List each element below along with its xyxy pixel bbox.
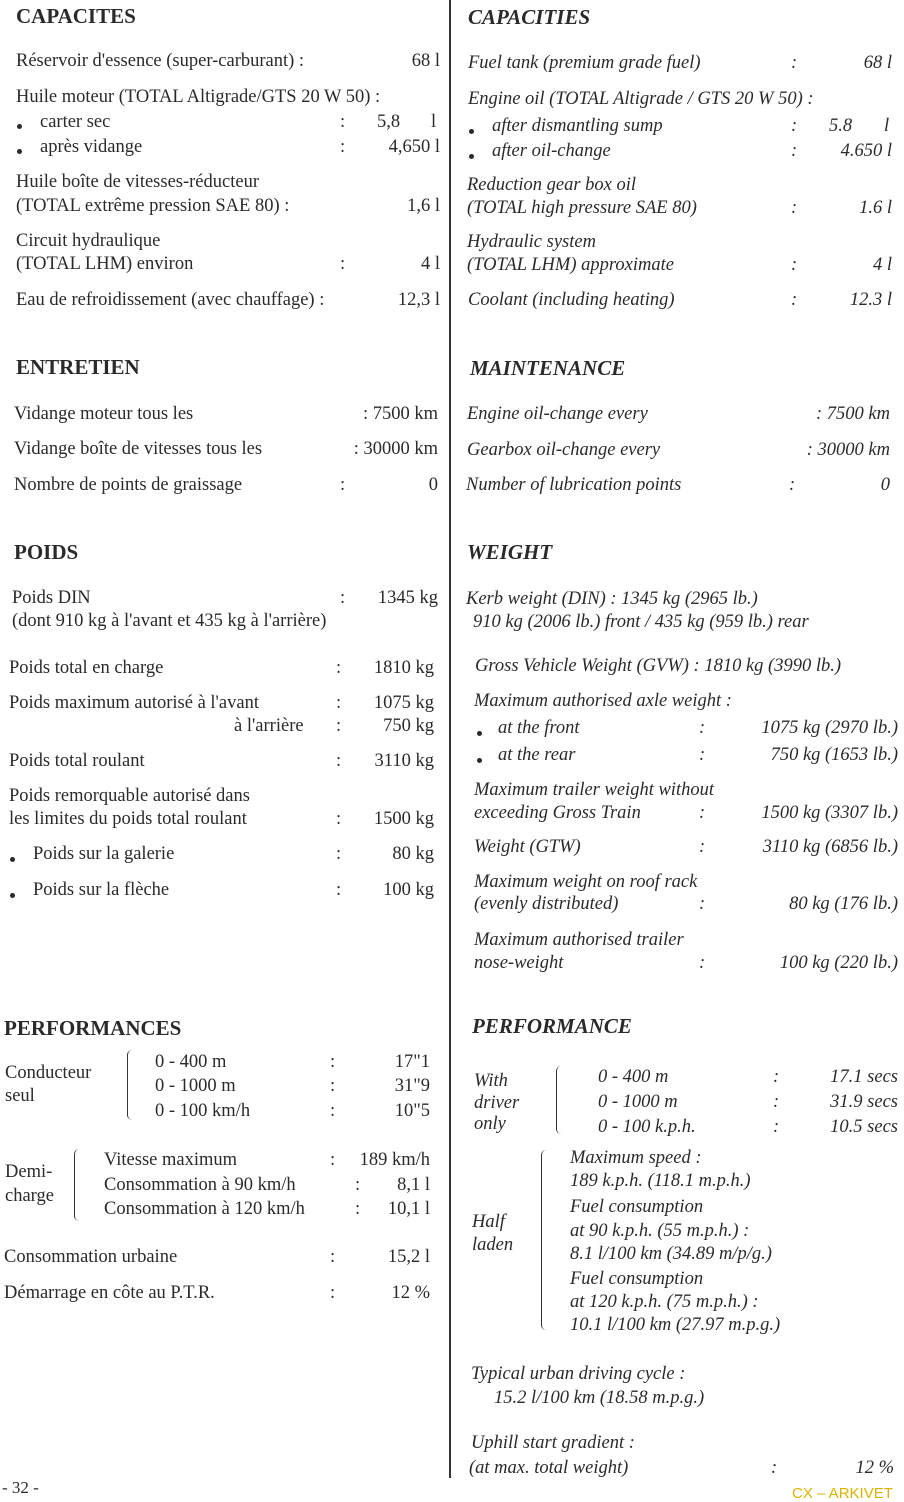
en-nose-sep: :	[699, 953, 706, 973]
fr-tow-label-1: Poids remorquable autorisé dans	[9, 786, 250, 806]
en-nose-label-1: Maximum authorised trailer	[474, 930, 684, 950]
en-front-sep: :	[699, 718, 706, 738]
en-speed-line-1: Maximum speed :	[570, 1148, 702, 1168]
fr-total-label: Poids total en charge	[9, 658, 164, 678]
fr-poids-heading: POIDS	[14, 540, 79, 564]
fr-dry-unit: l	[431, 112, 437, 132]
en-cool-value: 12.3 l	[849, 290, 892, 310]
fr-p2-value: 31"9	[394, 1076, 430, 1096]
en-gear-sep: :	[791, 198, 798, 218]
en-roof-label-2: (evenly distributed)	[474, 894, 619, 914]
brace-icon	[541, 1150, 549, 1330]
fr-h3-value: 10,1 l	[387, 1199, 430, 1219]
fr-gear-label-1: Huile boîte de vitesses-réducteur	[16, 172, 259, 192]
en-c90-line-2: at 90 k.p.h. (55 m.p.h.) :	[570, 1221, 750, 1241]
en-fuel-value: 68 l	[863, 53, 892, 73]
en-p3-label: 0 - 100 k.p.h.	[598, 1117, 696, 1137]
en-hill-value: 12 %	[855, 1458, 894, 1478]
en-c120-line-2: at 120 k.p.h. (75 m.p.h.) :	[570, 1292, 759, 1312]
en-fuel-sep: :	[791, 53, 798, 73]
fr-dry-label: carter sec	[40, 112, 111, 132]
bullet-icon	[477, 731, 482, 736]
page-number: - 32 -	[2, 1478, 39, 1497]
en-change-value: 4.650 l	[840, 141, 892, 161]
fr-p1-value: 17"1	[394, 1052, 430, 1072]
en-sump-label: after dismantling sump	[492, 116, 663, 136]
en-lube-label: Number of lubrication points	[466, 475, 682, 495]
fr-dry-value: 5,8	[377, 112, 401, 132]
fr-p2-label: 0 - 1000 m	[155, 1076, 236, 1096]
fr-oilchange-label: Vidange moteur tous les	[14, 404, 194, 424]
fr-max-label: Poids maximum autorisé à l'avant	[9, 693, 259, 713]
column-divider	[449, 0, 451, 1478]
fr-half-label-2: charge	[5, 1186, 54, 1206]
en-trailer-label-2: exceeding Gross Train	[474, 803, 641, 823]
en-capacities-heading: CAPACITIES	[468, 5, 591, 29]
fr-tow-label-2: les limites du poids total roulant	[9, 809, 247, 829]
en-gtw-value: 3110 kg (6856 lb.)	[762, 837, 898, 857]
fr-gear-label-2: (TOTAL extrême pression SAE 80) :	[16, 196, 290, 216]
en-hyd-label-2: (TOTAL LHM) approximate	[467, 255, 674, 275]
fr-cool-value: 12,3 l	[397, 290, 440, 310]
fr-roof-sep: :	[336, 844, 342, 864]
en-oilchange-label: Engine oil-change every	[467, 404, 648, 424]
en-oil-label: Engine oil (TOTAL Altigrade / GTS 20 W 50) :	[468, 89, 814, 109]
en-driver-label-2: driver	[474, 1093, 520, 1113]
fr-hyd-sep: :	[340, 254, 346, 274]
en-front-value: 1075 kg (2970 lb.)	[761, 718, 898, 738]
en-hill-line-1: Uphill start gradient :	[471, 1433, 635, 1453]
en-gear-label-2: (TOTAL high pressure SAE 80)	[467, 198, 697, 218]
brace-icon	[127, 1050, 136, 1120]
fr-p2-sep: :	[330, 1076, 336, 1096]
fr-fuel-value: 68 l	[411, 51, 440, 71]
en-hill-sep: :	[771, 1458, 778, 1478]
en-gvw: Gross Vehicle Weight (GVW) : 1810 kg (3990 lb.)	[475, 656, 841, 676]
fr-h2-sep: :	[355, 1175, 361, 1195]
fr-drain-sep: :	[340, 137, 346, 157]
en-p1-value: 17.1 secs	[830, 1067, 898, 1087]
en-fuel-label: Fuel tank (premium grade fuel)	[468, 53, 701, 73]
en-trailer-sep: :	[699, 803, 706, 823]
en-p2-label: 0 - 1000 m	[598, 1092, 678, 1112]
fr-urban-sep: :	[330, 1247, 336, 1267]
en-gtw-label: Weight (GTW)	[474, 837, 581, 857]
en-hill-line-2: (at max. total weight)	[469, 1458, 629, 1478]
en-p1-sep: :	[773, 1067, 780, 1087]
en-gearchange-label: Gearbox oil-change every	[467, 440, 661, 460]
bullet-icon	[17, 149, 22, 154]
fr-gearchange-label: Vidange boîte de vitesses tous les	[14, 439, 263, 459]
en-speed-line-2: 189 k.p.h. (118.1 m.p.h.)	[570, 1171, 751, 1191]
fr-p3-value: 10"5	[394, 1101, 430, 1121]
en-roof-sep: :	[699, 894, 706, 914]
fr-roof-value: 80 kg	[392, 844, 434, 864]
en-gearchange-value: : 30000 km	[806, 440, 890, 460]
fr-gearchange-value: : 30000 km	[353, 439, 438, 459]
fr-roll-label: Poids total roulant	[9, 751, 145, 771]
en-hyd-value: 4 l	[872, 255, 892, 275]
en-c120-line-1: Fuel consumption	[570, 1269, 704, 1289]
fr-rear-value: 750 kg	[383, 716, 434, 736]
fr-rear-label: à l'arrière	[234, 716, 304, 736]
bullet-icon	[17, 124, 22, 129]
fr-din-label: Poids DIN	[12, 588, 91, 608]
fr-grease-sep: :	[340, 475, 346, 495]
en-p1-label: 0 - 400 m	[598, 1067, 669, 1087]
fr-din-sub: (dont 910 kg à l'avant et 435 kg à l'arrière)	[12, 611, 327, 631]
fr-grease-label: Nombre de points de graissage	[14, 475, 243, 495]
en-trailer-value: 1500 kg (3307 lb.)	[761, 803, 898, 823]
fr-p3-label: 0 - 100 km/h	[155, 1101, 251, 1121]
fr-hyd-label-1: Circuit hydraulique	[16, 231, 161, 251]
fr-hyd-label-2: (TOTAL LHM) environ	[16, 254, 194, 274]
fr-dry-sep: :	[340, 112, 346, 132]
en-p3-value: 10.5 secs	[830, 1117, 898, 1137]
fr-max-sep: :	[336, 693, 342, 713]
en-half-label-1: Half	[472, 1212, 505, 1232]
fr-hill-label: Démarrage en côte au P.T.R.	[4, 1283, 215, 1303]
en-p2-sep: :	[773, 1092, 780, 1112]
fr-hill-sep: :	[330, 1283, 336, 1303]
fr-h1-value: 189 km/h	[359, 1150, 430, 1170]
bullet-icon	[469, 129, 474, 134]
fr-h2-label: Consommation à 90 km/h	[104, 1175, 296, 1195]
en-urban-line-2: 15.2 l/100 km (18.58 m.p.g.)	[494, 1388, 705, 1408]
fr-total-value: 1810 kg	[373, 658, 434, 678]
en-gear-value: 1.6 l	[859, 198, 892, 218]
fr-urban-value: 15,2 l	[387, 1247, 430, 1267]
fr-tow-sep: :	[336, 809, 342, 829]
en-sump-value: 5.8	[829, 116, 853, 136]
fr-hill-value: 12 %	[391, 1283, 430, 1303]
en-oilchange-value: : 7500 km	[816, 404, 890, 424]
fr-capacites-heading: CAPACITES	[16, 4, 136, 28]
fr-roll-value: 3110 kg	[374, 751, 434, 771]
fr-nose-sep: :	[336, 880, 342, 900]
en-c90-line-3: 8.1 l/100 km (34.89 m/p/g.)	[570, 1244, 772, 1264]
brace-icon	[74, 1149, 83, 1221]
en-roof-value: 80 kg (176 lb.)	[789, 894, 898, 914]
fr-hyd-value: 4 l	[420, 254, 440, 274]
fr-driver-label-2: seul	[5, 1086, 35, 1106]
en-lube-sep: :	[789, 475, 796, 495]
en-nose-value: 100 kg (220 lb.)	[779, 953, 898, 973]
bullet-icon	[10, 893, 15, 898]
fr-h1-label: Vitesse maximum	[104, 1150, 237, 1170]
en-weight-heading: WEIGHT	[467, 540, 553, 564]
fr-din-sep: :	[340, 588, 346, 608]
fr-performances-heading: PERFORMANCES	[4, 1016, 182, 1040]
en-maintenance-heading: MAINTENANCE	[470, 356, 626, 380]
en-half-label-2: laden	[472, 1235, 514, 1255]
en-kerb-line-1: Kerb weight (DIN) : 1345 kg (2965 lb.)	[466, 589, 758, 609]
bullet-icon	[469, 154, 474, 159]
fr-max-value: 1075 kg	[373, 693, 434, 713]
fr-din-value: 1345 kg	[377, 588, 438, 608]
en-gear-label-1: Reduction gear box oil	[467, 175, 637, 195]
en-trailer-label-1: Maximum trailer weight without	[474, 780, 714, 800]
fr-roll-sep: :	[336, 751, 342, 771]
fr-h2-value: 8,1 l	[397, 1175, 430, 1195]
bullet-icon	[477, 758, 482, 763]
fr-rear-sep: :	[336, 716, 342, 736]
fr-grease-value: 0	[428, 475, 438, 495]
en-nose-label-2: nose-weight	[474, 953, 564, 973]
en-change-sep: :	[791, 141, 798, 161]
en-rear-label: at the rear	[498, 745, 576, 765]
en-p3-sep: :	[773, 1117, 780, 1137]
fr-cool-label: Eau de refroidissement (avec chauffage) :	[16, 290, 325, 310]
watermark: CX – ARKIVET	[792, 1485, 893, 1502]
en-sump-sep: :	[791, 116, 798, 136]
fr-p1-label: 0 - 400 m	[155, 1052, 227, 1072]
en-sump-unit: l	[884, 116, 890, 136]
en-p2-value: 31.9 secs	[830, 1092, 898, 1112]
en-change-label: after oil-change	[492, 141, 611, 161]
en-rear-sep: :	[699, 745, 706, 765]
en-hyd-label-1: Hydraulic system	[467, 232, 596, 252]
en-rear-value: 750 kg (1653 lb.)	[770, 745, 898, 765]
brace-icon	[556, 1066, 564, 1134]
en-c120-line-3: 10.1 l/100 km (27.97 m.p.g.)	[570, 1315, 781, 1335]
en-kerb-line-2: 910 kg (2006 lb.) front / 435 kg (959 lb.) rear	[473, 612, 809, 632]
en-roof-label-1: Maximum weight on roof rack	[474, 872, 698, 892]
en-performance-heading: PERFORMANCE	[472, 1014, 632, 1038]
fr-oil-label: Huile moteur (TOTAL Altigrade/GTS 20 W 50) :	[16, 87, 381, 107]
fr-entretien-heading: ENTRETIEN	[16, 355, 140, 379]
en-hyd-sep: :	[791, 255, 798, 275]
en-gtw-sep: :	[699, 837, 706, 857]
fr-p1-sep: :	[330, 1052, 336, 1072]
bullet-icon	[10, 857, 15, 862]
fr-h3-sep: :	[355, 1199, 361, 1219]
en-c90-line-1: Fuel consumption	[570, 1197, 704, 1217]
en-cool-label: Coolant (including heating)	[468, 290, 675, 310]
fr-nose-label: Poids sur la flèche	[33, 880, 170, 900]
en-cool-sep: :	[791, 290, 798, 310]
fr-total-sep: :	[336, 658, 342, 678]
fr-driver-label-1: Conducteur	[5, 1063, 92, 1083]
en-urban-line-1: Typical urban driving cycle :	[471, 1364, 686, 1384]
fr-fuel-label: Réservoir d'essence (super-carburant) :	[16, 51, 305, 71]
en-front-label: at the front	[498, 718, 580, 738]
fr-p3-sep: :	[330, 1101, 336, 1121]
en-driver-label-3: only	[474, 1114, 506, 1134]
en-lube-value: 0	[880, 475, 890, 495]
fr-urban-label: Consommation urbaine	[4, 1247, 178, 1267]
fr-roof-label: Poids sur la galerie	[33, 844, 175, 864]
fr-h1-sep: :	[330, 1150, 336, 1170]
fr-gear-value: 1,6 l	[407, 196, 440, 216]
en-driver-label-1: With	[474, 1071, 508, 1091]
fr-drain-label: après vidange	[40, 137, 143, 157]
fr-h3-label: Consommation à 120 km/h	[104, 1199, 305, 1219]
fr-tow-value: 1500 kg	[373, 809, 434, 829]
fr-nose-value: 100 kg	[383, 880, 434, 900]
fr-drain-value: 4,650 l	[388, 137, 440, 157]
fr-oilchange-value: : 7500 km	[362, 404, 438, 424]
fr-half-label-1: Demi-	[5, 1162, 53, 1182]
en-axle-label: Maximum authorised axle weight :	[474, 691, 732, 711]
